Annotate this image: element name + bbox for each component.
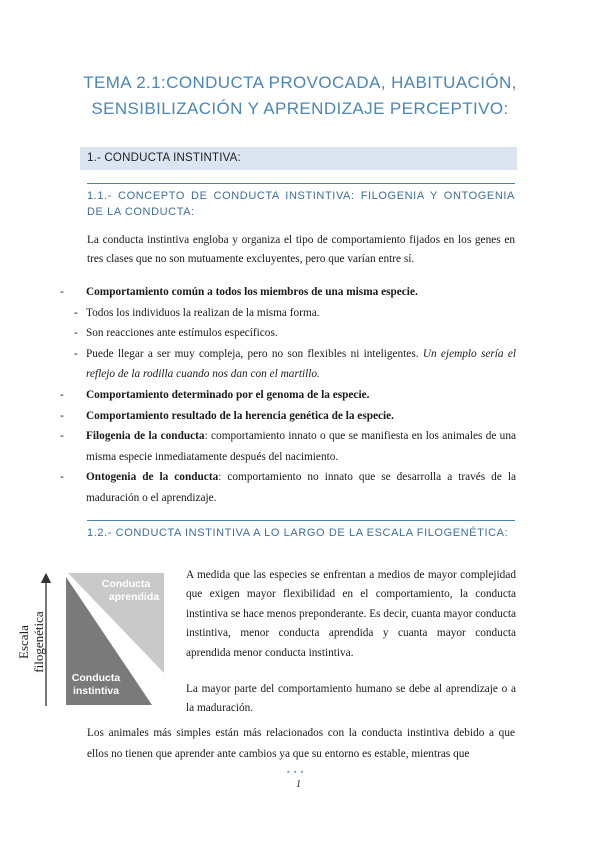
list-item: [60, 406, 516, 427]
intro-paragraph: La conducta instintiva engloba y organiza el tipo de comportamiento fijados en los genes en tres clases que no son mutuamente excluyentes, pero que varían entre sí.: [87, 234, 515, 265]
axis-label-line-2: filogenética: [31, 611, 46, 673]
bullet-marker: -: [60, 471, 64, 484]
learned-label-1: Conducta: [101, 578, 151, 590]
example-text: Un ejemplo sería el reflejo de la rodilla cuando nos dan con el martillo.: [86, 347, 516, 381]
bullet-marker: -: [60, 409, 64, 422]
definition-term: Ontogenia de la conducta: [86, 471, 219, 484]
instinct-list: [60, 282, 516, 509]
diagram-explanation: A medida que las especies se enfrentan a medios de mayor complejidad que exigen mayor flexibilidad en el comportamiento, la conducta instintiva se hace menos preponderante. Es decir, cuanta mayor conducta instintiva, menor conducta aprendida y cuanta mayor conducta aprendida menor conducta instintiva.: [186, 569, 516, 659]
footer-dots: •••: [286, 768, 307, 777]
bullet-marker: -: [74, 327, 78, 340]
sub-list-item: [60, 323, 516, 344]
definition-text: : comportamiento no innato que se desarrolla a través de la maduración o el aprendizaje.: [86, 471, 516, 504]
list-item-text: Comportamiento determinado por el genoma de la especie.: [86, 388, 370, 401]
sub-list-item-text: Todos los individuos la realizan de la misma forma.: [86, 306, 320, 319]
bullet-marker: -: [60, 430, 64, 443]
axis-label-line-1: Escala: [16, 625, 31, 659]
subsection-heading-1: 1.1.- CONCEPTO DE CONDUCTA INSTINTIVA: FILOGENIA Y ONTOGENIA DE LA CONDUCTA:: [87, 183, 515, 220]
list-item: [60, 282, 516, 303]
sub-list-item: [60, 344, 516, 385]
list-item: [60, 426, 516, 467]
list-item-text: Comportamiento común a todos los miembros de una misma especie.: [86, 286, 418, 298]
learned-label-2: aprendida: [108, 591, 160, 603]
list-item: [60, 467, 516, 508]
subsection-heading-2: 1.2.- CONDUCTA INSTINTIVA A LO LARGO DE LA ESCALA FILOGENÉTICA:: [87, 520, 515, 541]
list-item-text: Comportamiento resultado de la herencia genética de la especie.: [86, 409, 394, 422]
bullet-marker: -: [60, 388, 64, 401]
bullet-marker: -: [74, 347, 78, 360]
definition-term: Filogenia de la conducta: [86, 430, 205, 443]
human-behaviour-paragraph: La mayor parte del comportamiento humano se debe al aprendizaje o a la maduración.: [186, 683, 516, 715]
list-item: [60, 385, 516, 406]
sub-list-item-text: Puede llegar a ser muy compleja, pero no son flexibles ni inteligentes.: [86, 347, 419, 360]
title-line-1: TEMA 2.1:CONDUCTA PROVOCADA, HABITUACIÓN,: [83, 73, 517, 92]
bullet-marker: -: [60, 286, 64, 298]
section-heading: 1.- CONDUCTA INSTINTIVA:: [80, 147, 517, 170]
instinctive-label-1: Conducta: [71, 672, 121, 684]
phylogenetic-diagram: [18, 568, 170, 708]
page-title: [70, 70, 530, 122]
axis-label: [16, 592, 46, 692]
instinctive-label-2: instintiva: [72, 685, 120, 697]
page-number: 1: [296, 779, 301, 790]
sub-list-item: [60, 303, 516, 324]
title-line-2: SENSIBILIZACIÓN Y APRENDIZAJE PERCEPTIVO:: [91, 99, 509, 118]
bullet-marker: -: [74, 306, 78, 319]
definition-text: : comportamiento innato o que se manifiesta en los animales de una misma especie inmediatamente después del nacimiento.: [86, 430, 516, 463]
sub-list-item-text: Son reacciones ante estímulos específicos.: [86, 327, 278, 340]
closing-paragraph: Los animales más simples están más relacionados con la conducta instintiva debido a que ellos no tienen que aprender ante cambios ya que su entorno es estable, mientras que: [87, 727, 515, 760]
